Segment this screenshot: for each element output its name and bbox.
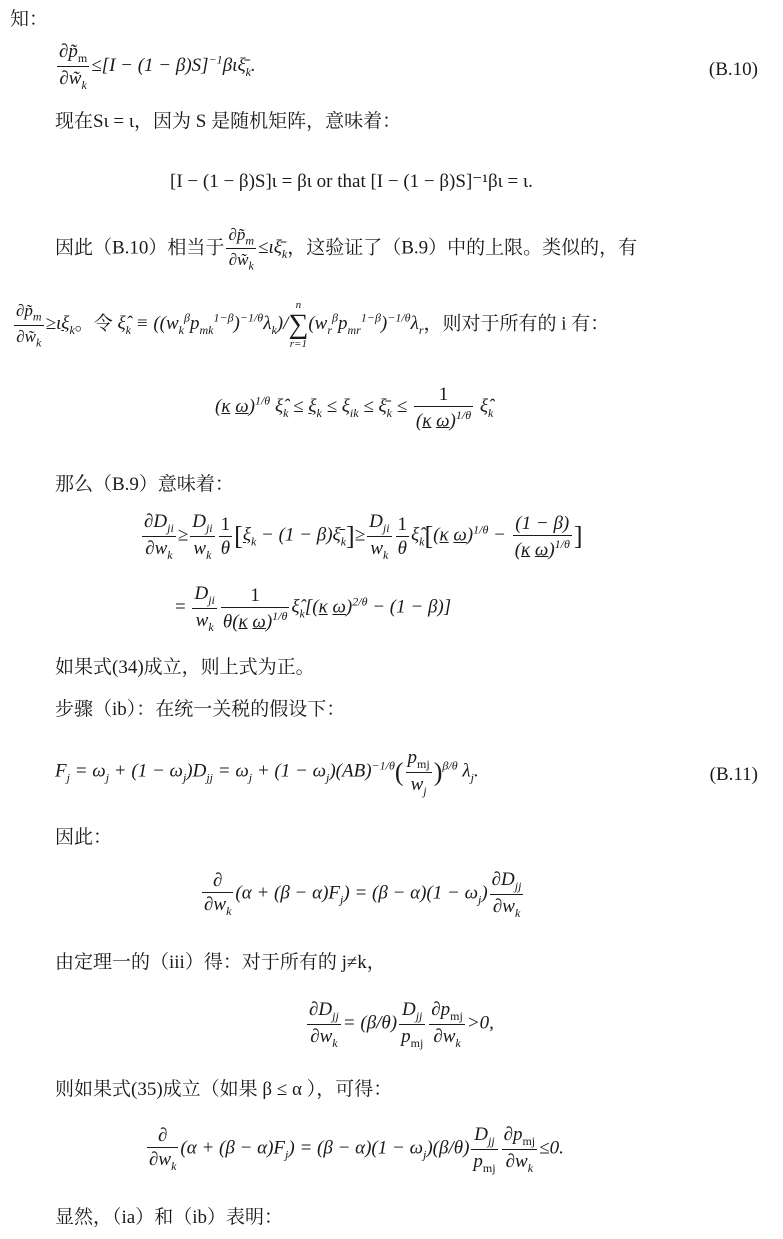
equation-dD-inequality: $\frac{\partial D_{ji}}{\partial w_k}$ ≥ $\frac{D_{ji}}{w_k}$ $\frac{1}{\theta}$ [$\xi_k - (1$ − $\beta)\xī_k]\ge$ $\frac{D_{ji}}{w_k}$ $\frac{1}{\theta}$ $\xî_k[(\kappa$ ω)$^{1/\theta}$ − $\frac{(1 - \beta)}{(\kappa \omega)^{1/\theta}}$ ] (144, 511, 583, 562)
fraction-dp-dw-2: $\frac{\partial p̃_m}{\partial w̃_k}$ (16, 301, 42, 349)
text-line-4: $\frac{\partial p̃_m}{\partial w̃_k}$ $\ge\iota\xi_k$。令 $\xî_k \equiv ((w_k^\beta p_{mk}^{1-\beta})^{-1/\theta}\lambda_k)/$ n ∑ r=1 $(w_r^\beta p_{mr}^{1-\beta})^{-1/\theta}\lambda_r$，则对于所有的 i 有： (16, 299, 610, 350)
equation-b11: $F_j = \omega_j + (1 - \omega_j)D_{jj} = \omega_j + (1 - \omega_j)(AB)^{-1/\theta}$( $\frac{p_{mj}}{w_j}$ )$^{\beta/\theta}$ $\lambda_j$. (55, 747, 479, 798)
text-line-3b: ，这验证了（B.9）中的上限。类似的，有 (287, 237, 638, 259)
text-line-6: 如果式(34)成立，则上式为正。 (55, 657, 315, 678)
equation-final: $\frac{\partial}{\partial w_k}$ $(\alpha + (\beta - \alpha)F_j) = (\beta - \alpha)(1 - \omega_j)(\beta/\theta)$ $\frac{D_{jj}}{p_{mj}}$ $\frac{\partial p_{mj}}{\partial w_k}$ ≤0. (149, 1124, 564, 1175)
equation-b10: $\frac{\partial p̃_m}{\partial w̃_k}$ $\le[I - (1 - \beta)S]^{-1}\beta\iota\xī_k$. (59, 41, 256, 92)
text-line-8: 因此： (55, 827, 113, 848)
equation-stochastic: [I − (1 − β)S]ι = βι or that [I − (1 − β)S]⁻¹βι = ι. (170, 171, 533, 192)
text-line-2-content: 现在Sι = ι，因为 S 是随机矩阵，意味着： (55, 111, 402, 132)
equation-dF: $\frac{\partial}{\partial w_k}$ $(\alpha + (\beta - \alpha)F_j) = (\beta - \alpha)(1 - \omega_j)$ $\frac{\partial D_{jj}}{\partial w_k}$ (204, 869, 522, 920)
text-line-4b: 。令 (74, 313, 113, 335)
text-line-7: 步骤（ib）：在统一关税的假设下： (55, 699, 346, 720)
text-line-4c: ，则对于所有的 i 有： (423, 313, 610, 335)
text-line-5: 那么（B.9）意味着： (55, 474, 234, 495)
text-line-10: 则如果式(35)成立（如果 β ≤ α ），可得： (55, 1079, 393, 1100)
text-line-3: 因此（B.10）相当于 $\frac{\partial p̃_m}{\partial w̃_k}$ $\le\iota\xī_k$，这验证了（B.9）中的上限。类似的，有 (55, 225, 638, 273)
equation-bounds: (κ ω)$^{1/\theta}$ $\xî_k \le \xi_k \le \xi_{ik}$ ≤ $\xī_k$ ≤ $\frac{1}{(\kappa \omega)^{1/\theta}}$ $\xî_k$ (215, 384, 494, 432)
equation-dD-equality: = $\frac{D_{ji}}{w_k}$ $\frac{1}{\theta(\kappa \omega)^{1/\theta}}$ $\xî_k[(\kappa$ ω)$^{2/\theta}$ − (1 − β)] (175, 583, 452, 634)
fraction-dp-dw: $\frac{\partial p̃_m}{\partial w̃_k}$ (228, 225, 255, 273)
equation-number-b11: (B.11) (709, 764, 758, 785)
text-line-11: 显然，（ia）和（ib）表明： (55, 1207, 283, 1228)
text-line-9: 由定理一的（iii）得：对于所有的 j≠k， (55, 952, 386, 973)
summation-sign: n ∑ r=1 (288, 299, 309, 350)
equation-dDjj: $\frac{\partial D_{jj}}{\partial w_k}$ = (β/θ) $\frac{D_{jj}}{p_{mj}}$ $\frac{\partial p_{mj}}{\partial w_k}$ >0, (309, 999, 494, 1050)
text-line-1: 知： (10, 9, 49, 30)
text-line-3a: 因此（B.10）相当于 (55, 237, 225, 259)
text-line-2 (55, 112, 401, 131)
equation-number-b10: (B.10) (708, 59, 758, 80)
